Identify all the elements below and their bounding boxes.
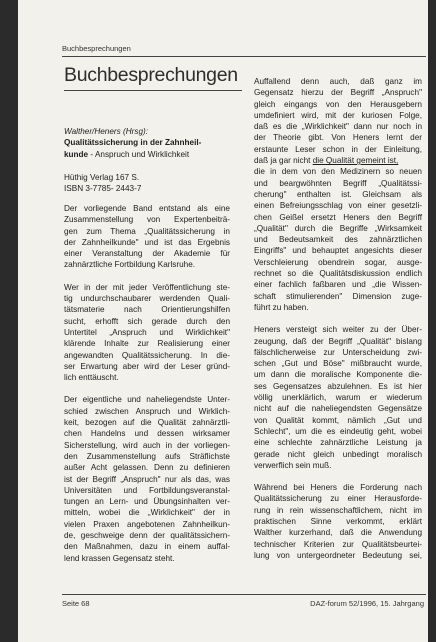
text-line: gen zum Thema „Qualitätssicherung in [64,226,230,236]
text-line: ses Gegensatzes abzulehnen. Es ist hier [254,381,422,391]
text-fragment: daß ja gar nicht [254,156,313,166]
text-line [254,155,422,166]
text-line: umdefiniert wird, mit der kuriosen Folge, [254,110,422,120]
text-line: technischer Kriterien zur Qualitätsbeurtei- [254,539,422,549]
text-line: „Qualität" durch die Begriffe „Wirksamkeit [254,223,422,233]
book-citation [64,126,234,194]
text-line: die in dem von den Medizinern so neuen [254,167,422,177]
text-line: tig undurchschaubarer werdenden Quali- [64,294,230,304]
text-line: der Theorie gibt. Von Heners lernt der [254,133,422,143]
text-line: ser Erwartung aber wird der Leser gründ- [64,361,230,371]
text-line: den Maßnahmen, dazu in einem auffal- [64,542,230,552]
journal-issue: DAZ-forum 52/1996, 15. Jahrgang [310,599,424,608]
book-publisher: Hüthig Verlag 167 S. [64,172,140,182]
text-line: chen Handelns und dessen wirksamer [64,429,230,439]
text-line: gerade nicht gleich unbedingt moralisch [254,449,422,459]
book-editors: Walther/Heners (Hrsg): [64,127,149,136]
text-line: lich enttäuscht. [64,373,119,383]
text-line: chen Geißel ersetzt Heners den Begriff [254,212,422,222]
text-line: keit, bezogen auf die Qualität zahnärztli- [64,418,230,428]
text-line: einer Veranstaltung der Akademie für [64,249,230,259]
text-line: de, geschweige denn der qualitätssichern- [64,531,230,541]
text-line: lung von untergeordneter Bedeutung sei, [254,550,422,560]
text-line: führt zu haben. [254,302,309,312]
text-line: Gegensatz hierzu der Begriff „Anspruch" [254,88,422,98]
book-isbn: ISBN 3-7785- 2443-7 [64,184,142,194]
book-title-line2-bold: kunde [64,149,89,159]
text-line: rung in rein wissenschaftlichem, nicht im [254,505,422,515]
text-line: Eingriffs" und behauptet angesichts dieser [254,246,422,256]
text-line: Zusammenstellung von Expertenbeiträ- [64,215,230,225]
journal-page [18,0,428,642]
left-paragraph-1 [64,203,230,271]
text-line: einer fachlich faßbaren und „die Wissen- [254,280,422,290]
left-paragraph-3 [64,394,230,563]
text-line: der Zahnheilkunde" und ist das Ergebnis [64,237,230,247]
left-paragraph-2 [64,282,230,384]
text-line: eine schlechte zahnärztliche Leistung ja [254,438,422,448]
text-line: tätsmaterie nach Orientierungshilfen [64,305,230,315]
book-title-line1: Qualitätssicherung in der Zahnheil- [64,138,202,148]
text-line: schied zwischen Anspruch und Wirklich- [64,406,230,416]
text-line: Schlecht", um die es eindeutig geht, wobei [254,426,422,436]
text-line: Der eigentliche und naheliegendste Unter- [64,395,230,405]
text-line: angewandten Qualitätssicherung. In die- [64,350,230,360]
right-paragraph-1 [254,76,422,313]
text-line: von Qualität kommt, nämlich „Gut und [254,415,422,425]
text-line: Qualitätssicherung zu einer Herausforde- [254,494,422,504]
text-line: klärende Inhalte zur Realisierung einer [64,339,230,349]
text-line: praktischen Sinne verkommt, erklärt [254,516,422,526]
text-line: Universitäten und Fortbildungsveranstal- [64,485,230,495]
text-line: Auffallend denn auch, daß ganz im [254,77,422,86]
right-paragraph-3 [254,482,422,561]
text-line: den Zusammenstellung aufs Sträflichste [64,451,230,461]
section-title: Buchbesprechungen [64,64,238,86]
text-line: Sicherstellung, wird auch in der vorliegen- [64,440,230,450]
right-column-body [254,76,422,572]
text-line: und Bedeutsamkeit des zahnärztlichen [254,235,422,245]
left-column-body [64,203,230,575]
footer-rule [62,594,426,595]
text-line: sucht, erhofft sich gerade durch den [64,316,230,326]
text-line: Wer in der mit jeder Veröffentlichung ste- [64,282,230,292]
text-line: Heners versteigt sich weiter zu der Über- [254,325,422,335]
text-line: gleich eingangs von den Herausgebern [254,99,422,109]
text-line: zahnärztliche Fortbildung Karlsruhe. [64,260,196,270]
text-line: Während bei Heners die Forderung nach [254,483,422,493]
text-line: verwerflich sein muß. [254,460,332,470]
text-line: lend krassen Gegensatz steht. [64,553,175,563]
underlined-phrase: die Qualität gemeint ist, [312,156,399,166]
text-line: Walther kurzerhand, daß die Anwendung [254,528,422,538]
text-line: und beargwöhnten Begriff „Qualitätssi- [254,178,422,188]
text-line: tungen an Lern- und Übungsinhalten ver- [64,497,230,507]
text-line: einen Befreiungsschlag von einer gesetzli- [254,201,422,211]
text-line: vielen Praxen angebotenen Zahnheilkun- [64,519,230,529]
text-line: völlig unerklärlich, warum er wiederum [254,393,422,403]
book-title-line2 [64,149,234,160]
text-line: zeugung, daß der Begriff „Qualität" bislang [254,336,422,346]
book-subtitle: - Anspruch und Wirklichkeit [88,149,190,159]
title-rule [64,90,242,91]
text-line: außer Acht gelassen. Denn zu definieren [64,463,230,473]
page-number: Seite 68 [62,599,90,608]
text-line: Verschleierung obendrein sogar, ausge- [254,257,422,267]
right-paragraph-2 [254,324,422,471]
text-line: ist der Begriff „Anspruch" nur als das, was [64,474,230,484]
running-head: Buchbesprechungen [62,44,131,53]
text-line: Der vorliegende Band entstand als eine [64,204,230,213]
text-line: nicht auf die naheliegendsten Gegensätze [254,404,422,414]
text-line: rechnet so die Qualitätsdiskussion endlich [254,269,422,279]
text-line: cherung" enthalten ist. Gleichsam als [254,189,422,199]
text-line: Untertitel „Anspruch und Wirklichkeit" [64,327,230,337]
text-line: fälschlicherweise zur Unterscheidung zwi- [254,347,422,357]
text-line: daß es die „Wirklichkeit" dann nur noch in [254,122,422,132]
text-line: um dann die moralische Komponente die- [254,370,422,380]
text-line: schen „Gut und Böse" mißbraucht wurde, [254,359,422,369]
text-line: mitteln, wobei die „Wirklichkeit" der in [64,508,230,518]
text-line: schaft stimulierenden" Dimension zuge- [254,291,422,301]
text-line: erstaunte Leser schon in der Einleitung, [254,144,422,154]
header-rule [62,56,426,57]
